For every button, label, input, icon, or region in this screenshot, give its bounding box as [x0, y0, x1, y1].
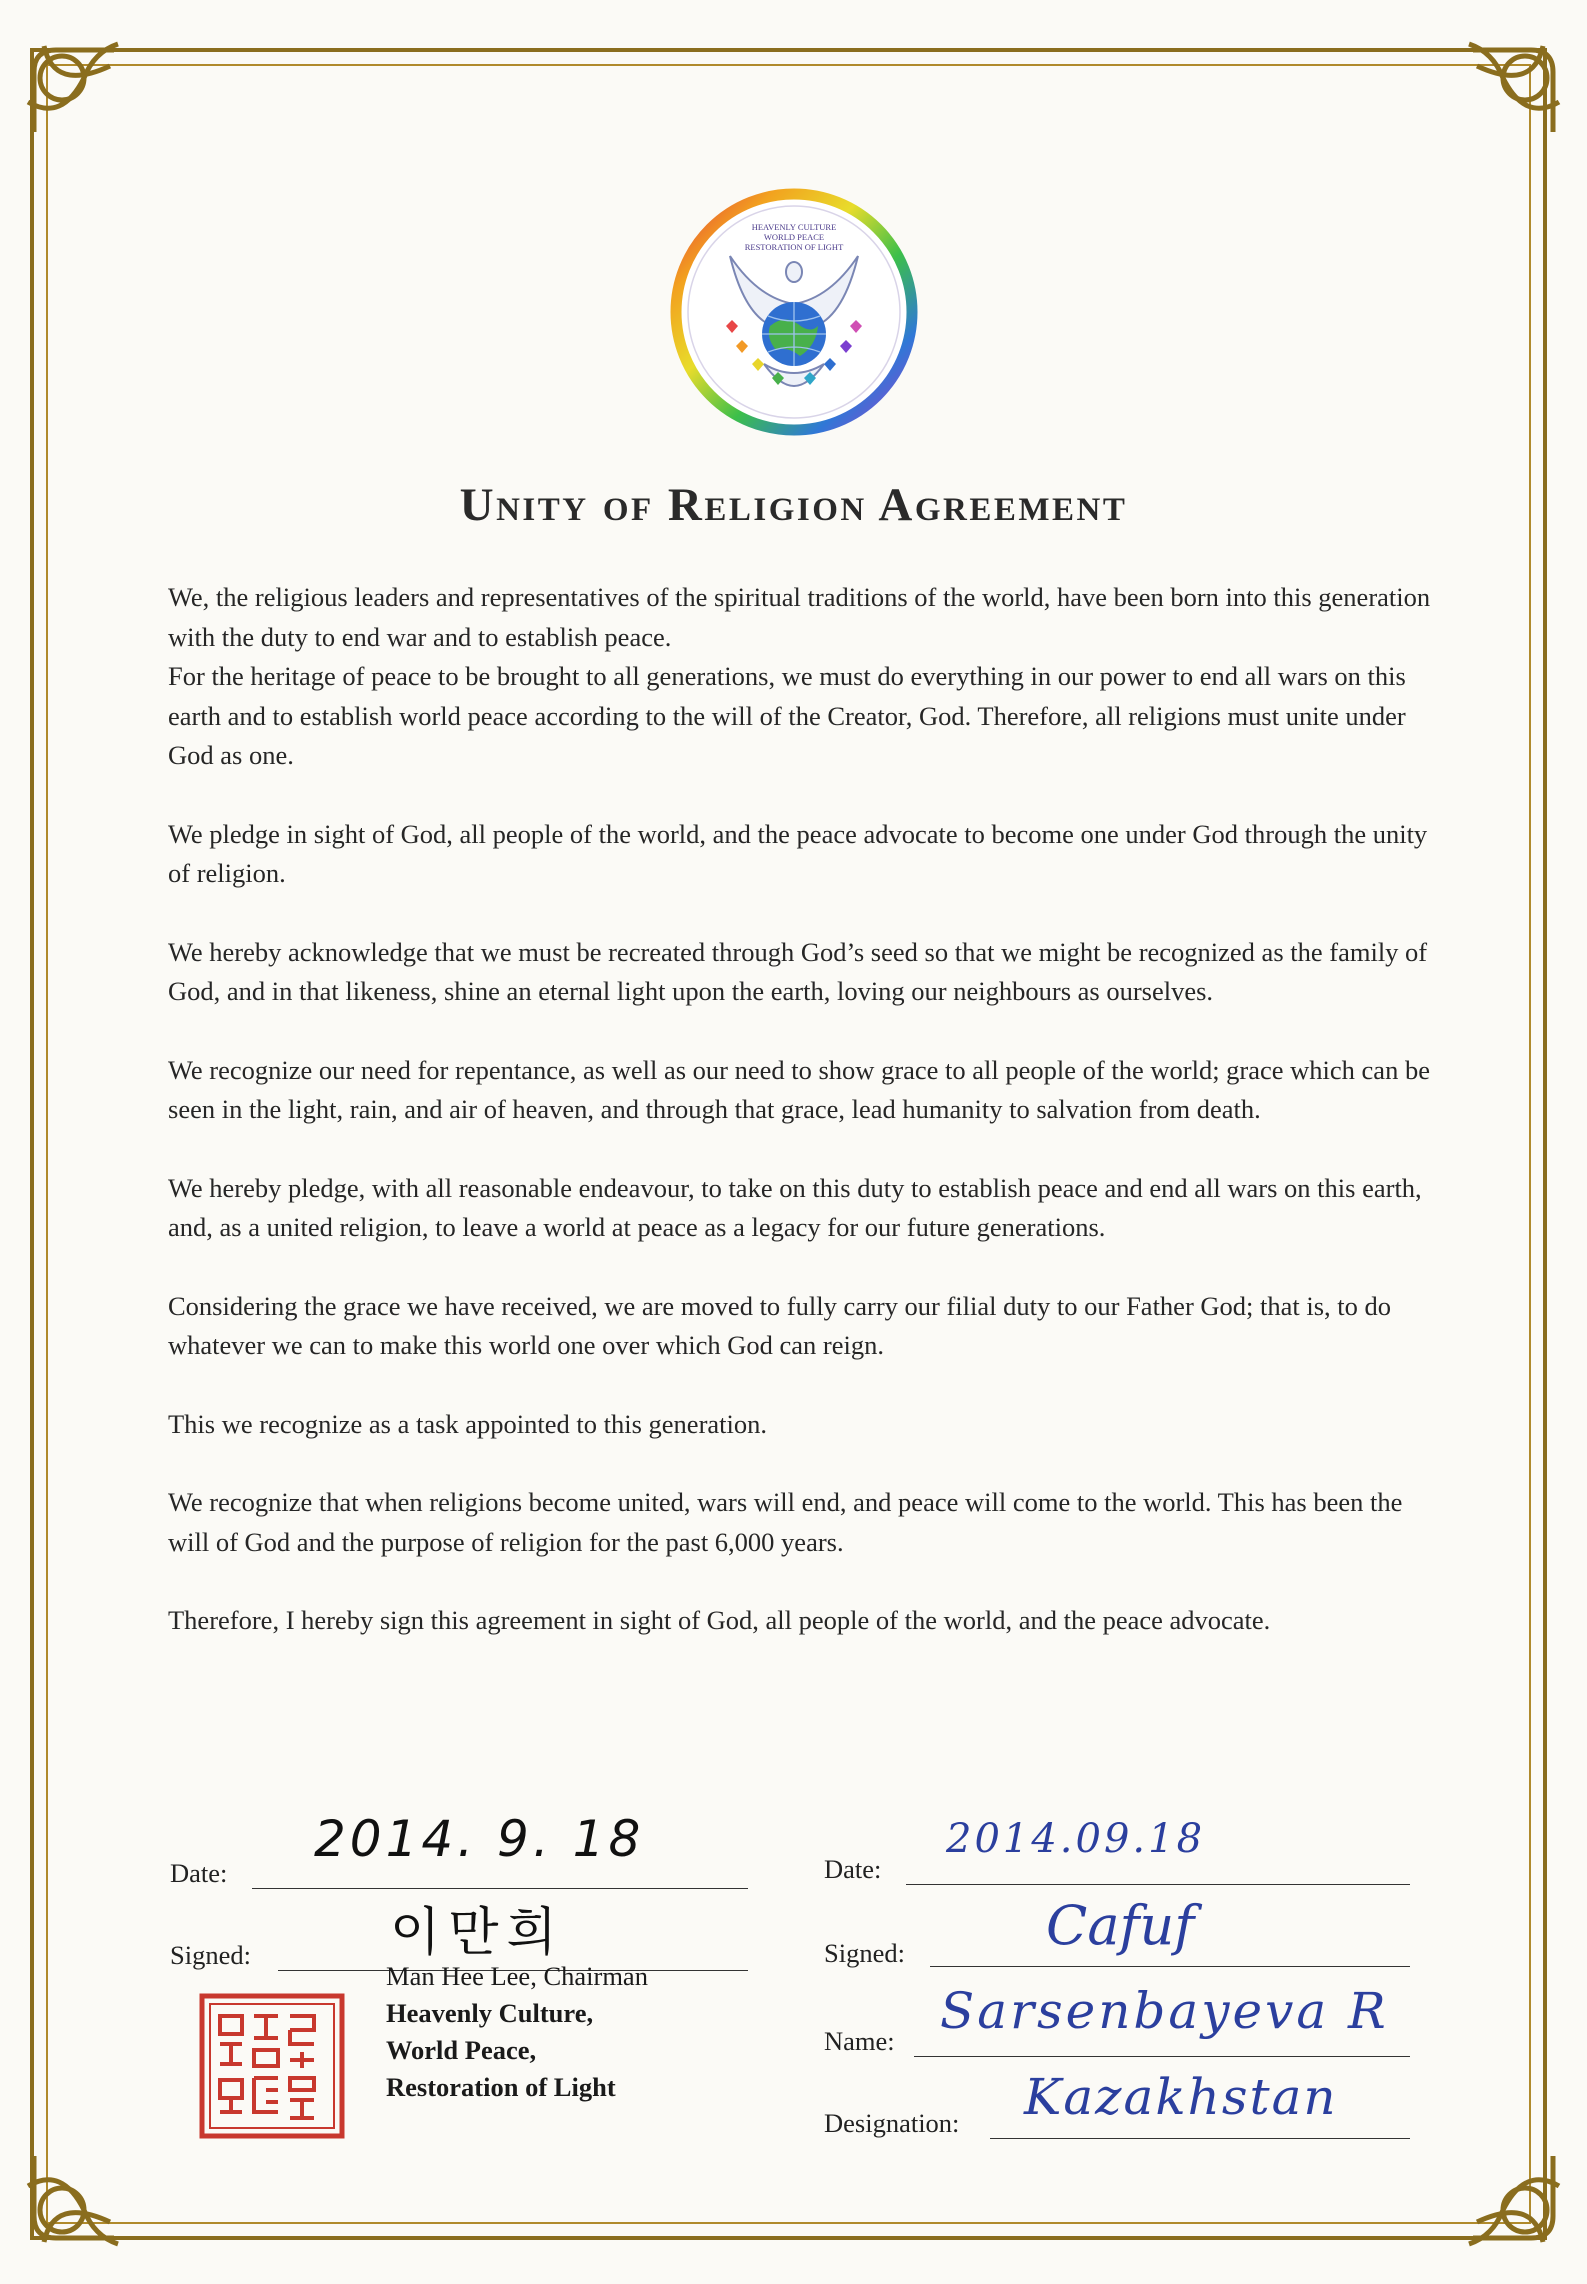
logo-text-line-3: RESTORATION OF LIGHT [744, 242, 844, 252]
paragraph: We recognize that when religions become united, wars will end, and peace will come to the world. This has been the will of God and the purpose of religion for the past 6,000 years. [168, 1487, 1403, 1557]
logo-text-line-2: WORLD PEACE [763, 232, 825, 242]
organization-line: World Peace, [386, 2035, 537, 2065]
left-date-line [252, 1888, 748, 1889]
right-designation-label: Designation: [824, 2108, 960, 2138]
organization-line: Restoration of Light [386, 2072, 616, 2102]
paragraph: Therefore, I hereby sign this agreement in sight of God, all people of the world, and the peace advocate. [168, 1605, 1271, 1635]
left-date-handwritten: 2014. 9. 18 [314, 1810, 645, 1868]
right-name-handwritten: Sarsenbayeva R [940, 1982, 1389, 2040]
paragraph: This we recognize as a task appointed to this generation. [168, 1408, 768, 1439]
right-name-line [914, 2056, 1410, 2057]
chairman-name: Man Hee Lee, Chairman [386, 1961, 648, 1991]
right-signature-handwritten: Cafuf [1046, 1894, 1195, 1957]
left-signed-label: Signed: [170, 1940, 251, 1970]
chairman-credit [386, 1958, 648, 2106]
red-seal-stamp-icon [198, 1992, 346, 2140]
paragraph: We, the religious leaders and representatives of the spiritual traditions of the world, have been born into this generation with the duty to end war and to establish peace. [168, 582, 1431, 652]
celtic-knot-corner-icon [14, 2136, 134, 2256]
left-date-label: Date: [170, 1858, 228, 1888]
document-title: Unity of Religion Agreement [459, 479, 1128, 531]
right-designation-line [990, 2138, 1410, 2139]
left-signature-handwritten: 이만희 [390, 1903, 565, 1963]
paragraph: We hereby acknowledge that we must be recreated through God’s seed so that we might be recognized as the family of God, and in that likeness, shine an eternal light upon the earth, loving our neighbours as ourselves. [168, 936, 1428, 1006]
agreement-body [168, 578, 1438, 1680]
right-name-label: Name: [824, 2026, 895, 2056]
right-signed-line [930, 1966, 1410, 1967]
right-date-handwritten: 2014.09.18 [946, 1816, 1206, 1862]
celtic-knot-corner-icon [1453, 32, 1573, 152]
celtic-knot-corner-icon [14, 32, 134, 152]
right-date-line [906, 1884, 1410, 1885]
organization-line: Heavenly Culture, [386, 1998, 594, 2028]
celtic-knot-corner-icon [1453, 2136, 1573, 2256]
right-designation-handwritten: Kazakhstan [1024, 2068, 1338, 2126]
paragraph: We hereby pledge, with all reasonable endeavour, to take on this duty to establish peace and end all wars on this earth, and, as a united religion, to leave a world at peace as a legacy for our future generations. [168, 1172, 1422, 1242]
paragraph: We recognize our need for repentance, as well as our need to show grace to all people of the world; grace which can be seen in the light, rain, and air of heaven, and through that grace, lead humanity to salvation from death. [168, 1054, 1430, 1124]
logo-text-line-1: HEAVENLY CULTURE [751, 222, 837, 232]
paragraph: We pledge in sight of God, all people of the world, and the peace advocate to become one under God through the unity of religion. [168, 818, 1428, 888]
dove-globe-logo-icon [668, 186, 920, 438]
right-signed-label: Signed: [824, 1938, 905, 1968]
paragraph: Considering the grace we have received, we are moved to fully carry our filial duty to our Father God; that is, to do whatever we can to make this world one over which God can reign. [168, 1290, 1392, 1360]
paragraph: For the heritage of peace to be brought to all generations, we must do everything in our power to end all wars on this earth and to establish world peace according to the will of the Creator, God. Therefore, all religions must unite under God as one. [168, 661, 1406, 770]
right-date-label: Date: [824, 1854, 882, 1884]
